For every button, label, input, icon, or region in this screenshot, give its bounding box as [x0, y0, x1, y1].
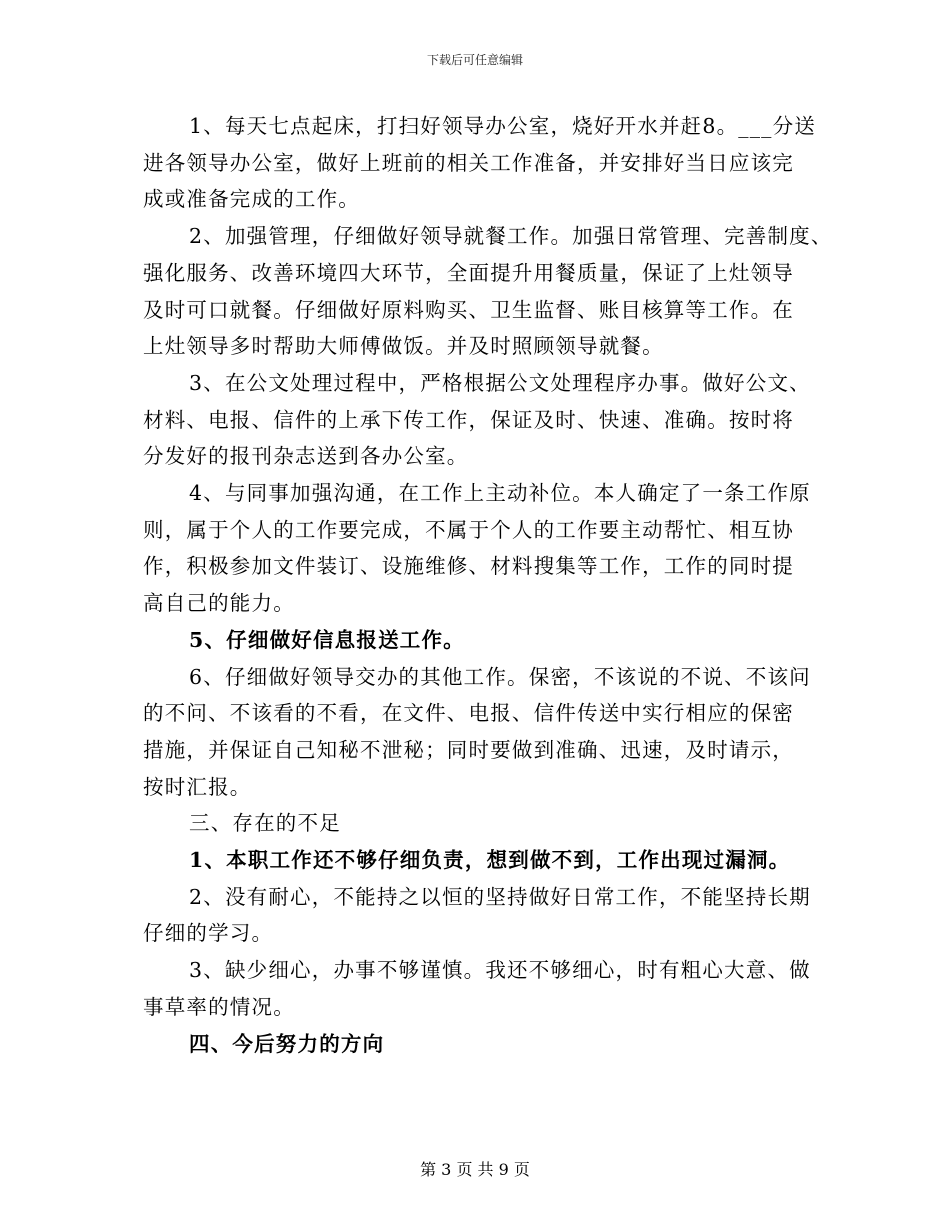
text-line: 5、仔细做好信息报送工作。 — [189, 627, 465, 652]
text-line: 高自己的能力。 — [143, 591, 295, 616]
text-line: 2、没有耐心，不能持之以恒的坚持做好日常工作，不能坚持长期 — [189, 884, 811, 909]
text-line: 强化服务、改善环境四大环节，全面提升用餐质量，保证了上灶领导 — [143, 260, 794, 285]
text-line: 3、在公文处理过程中，严格根据公文处理程序办事。做好公文、 — [189, 370, 811, 395]
text-line: 的不问、不该看的不看，在文件、电报、信件传送中实行相应的保密 — [143, 701, 794, 726]
text-line: 进各领导办公室，做好上班前的相关工作准备，并安排好当日应该完 — [143, 150, 794, 175]
paragraph-3 — [143, 365, 823, 475]
text-line: 材料、电报、信件的上承下传工作，保证及时、快速、准确。按时将 — [143, 407, 794, 432]
text-line: 4、与同事加强沟通，在工作上主动补位。本人确定了一条工作原 — [189, 481, 811, 506]
paragraph-5-heading — [143, 622, 823, 659]
paragraph-6 — [143, 659, 823, 806]
shortcoming-3 — [143, 952, 823, 1025]
paragraph-2 — [143, 218, 833, 365]
text-line: 上灶领导多时帮助大师傅做饭。并及时照顾领导就餐。 — [143, 334, 664, 359]
text-line: 措施，并保证自己知秘不泄秘；同时要做到准确、迅速，及时请示， — [143, 737, 794, 762]
text-line: 6、仔细做好领导交办的其他工作。保密，不该说的不说、不该问 — [189, 664, 811, 689]
paragraph-4 — [143, 475, 823, 622]
paragraph-1 — [143, 108, 823, 218]
section-heading-future-direction — [143, 1026, 823, 1063]
text-line: 1、本职工作还不够仔细负责，想到做不到，工作出现过漏洞。 — [189, 848, 791, 873]
shortcoming-2 — [143, 879, 823, 952]
text-line: 分发好的报刊杂志送到各办公室。 — [143, 444, 469, 469]
text-line: 则，属于个人的工作要完成，不属于个人的工作要主动帮忙、相互协 — [143, 517, 794, 542]
text-line: 1、每天七点起床，打扫好领导办公室，烧好开水并赶8。___分送 — [189, 114, 817, 138]
section-heading-shortcomings — [143, 805, 823, 842]
text-line: 成或准备完成的工作。 — [143, 187, 360, 212]
text-line: 及时可口就餐。仔细做好原料购买、卫生监督、账目核算等工作。在 — [143, 297, 794, 322]
text-line: 仔细的学习。 — [143, 921, 274, 946]
page-number: 第 3 页 共 9 页 — [420, 1160, 530, 1179]
text-line: 按时汇报。 — [143, 774, 252, 799]
text-line: 2、加强管理，仔细做好领导就餐工作。加强日常管理、完善制度、 — [189, 224, 833, 249]
text-line: 作，积极参加文件装订、设施维修、材料搜集等工作，工作的同时提 — [143, 554, 794, 579]
text-line: 事草率的情况。 — [143, 994, 295, 1019]
text-line: 四、今后努力的方向 — [189, 1031, 385, 1056]
shortcoming-1 — [143, 842, 823, 879]
text-line: 3、缺少细心，办事不够谨慎。我还不够细心，时有粗心大意、做 — [189, 958, 811, 983]
document-body — [143, 108, 833, 1062]
page-header: 下载后可任意编辑 — [426, 53, 523, 67]
text-line: 三、存在的不足 — [189, 811, 341, 836]
